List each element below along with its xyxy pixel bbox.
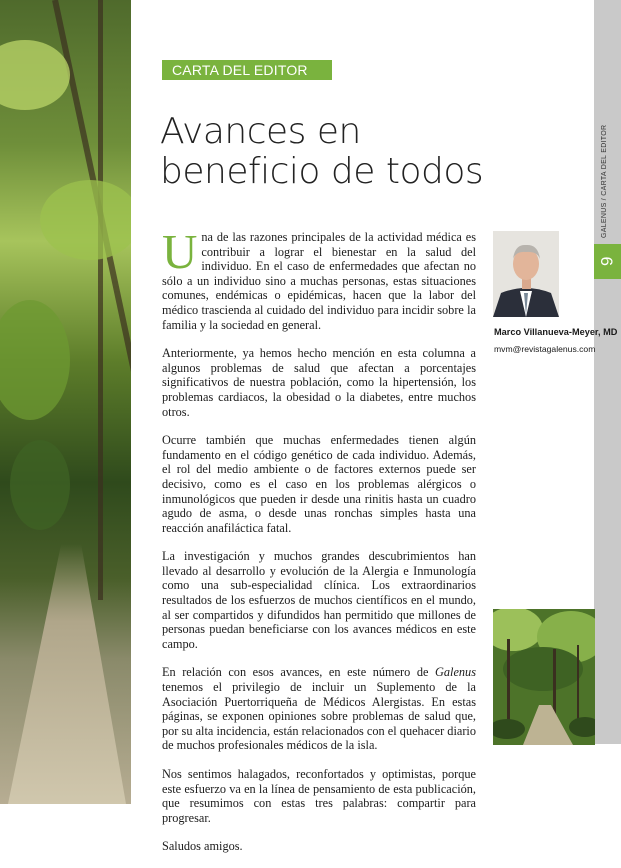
paragraph-6: Nos sentimos halagados, reconfortados y optimistas, porque este esfuerzo va en la línea de pensamiento de esta publicación, que resumimos con estas tres palabras: compartir para progresar. — [162, 767, 476, 825]
article-title — [160, 112, 520, 192]
title-line-1: Avances en — [160, 111, 361, 152]
author-email: mvm@revistagalenus.com — [494, 344, 596, 354]
paragraph-3: Ocurre también que muchas enfermedades tienen algún fundamento en el código genético de cada individuo. Además, el rol del medio ambiente o de factores externos puede ser decisivo, como es el caso en los problemas alérgicos o inmunológicos que pueden ir desde una rinitis hasta un cuadro agudo de asma, o desde unas ronchas simples hasta una reacción anafiláctica fatal. — [162, 433, 476, 535]
paragraph-5 — [162, 665, 476, 753]
foliage-shape — [10, 440, 70, 530]
garden-path-photo — [493, 609, 595, 745]
drop-cap: U — [162, 224, 198, 279]
author-portrait-photo — [493, 231, 559, 317]
foliage-shape — [0, 40, 70, 110]
sidebar-section-label: GALENUS / CARTA DEL EDITOR — [601, 124, 608, 238]
foliage-shape — [40, 180, 131, 260]
title-line-2: beneficio de todos — [160, 151, 484, 192]
paragraph-5-end: tenemos el privilegio de incluir un Suplemento de la Asociación Puertorriqueña de Médicos Alergistas. En estas páginas, se exponen opiniones sobre problemas de salud que, por su alta incidencia, están relacionados con el quehacer diario de muchos profesionales médicos de la isla. — [162, 680, 476, 753]
paragraph-1 — [162, 224, 476, 332]
closing: Saludos amigos. — [162, 839, 243, 854]
forest-path-photo — [0, 0, 131, 804]
paragraph-1-text: na de las razones principales de la actividad médica es contribuir a lograr el bienestar en la salud del individuo. En el caso de enfermedades que afectan no sólo a un individuo sino a muchas personas, estas situaciones comunes, endémicas o epidémicas, hacen que la labor del médico trascienda al cuidado del individuo para incidir sobre la familia y la sociedad en general. — [162, 230, 476, 332]
author-portrait-illustration — [493, 231, 559, 317]
section-badge: CARTA DEL EDITOR — [162, 60, 332, 80]
article-body — [162, 224, 476, 868]
paragraph-4: La investigación y muchos grandes descubrimientos han llevado al desarrollo y evolución de la Alergia e Inmunología como una sub-especialidad clínica. Los extraordinarios resultados de los esfuerzos de muchos científicos en el mundo, al ser compartidos y difundidos han permitido que millones de personas puedan beneficiarse con los avances médicos en este campo. — [162, 549, 476, 651]
garden-illustration — [493, 609, 595, 745]
stone-path-shape — [8, 544, 126, 804]
paragraph-5-start: En relación con esos avances, en este número de — [162, 665, 435, 680]
tree-trunk-shape — [98, 0, 103, 600]
paragraph-2: Anteriormente, ya hemos hecho mención en esta columna a algunos problemas de salud que afectan a porcentajes significativos de nuestra población, como la hipertensión, los problemas cardiacos, la obesidad o la diabetes, entre muchos otros. — [162, 346, 476, 419]
author-name: Marco Villanueva-Meyer, MD — [494, 327, 618, 337]
foliage-shape — [0, 300, 70, 420]
page-number: 9 — [597, 256, 617, 267]
magazine-name: Galenus — [435, 665, 476, 680]
sidebar-band — [594, 0, 621, 744]
